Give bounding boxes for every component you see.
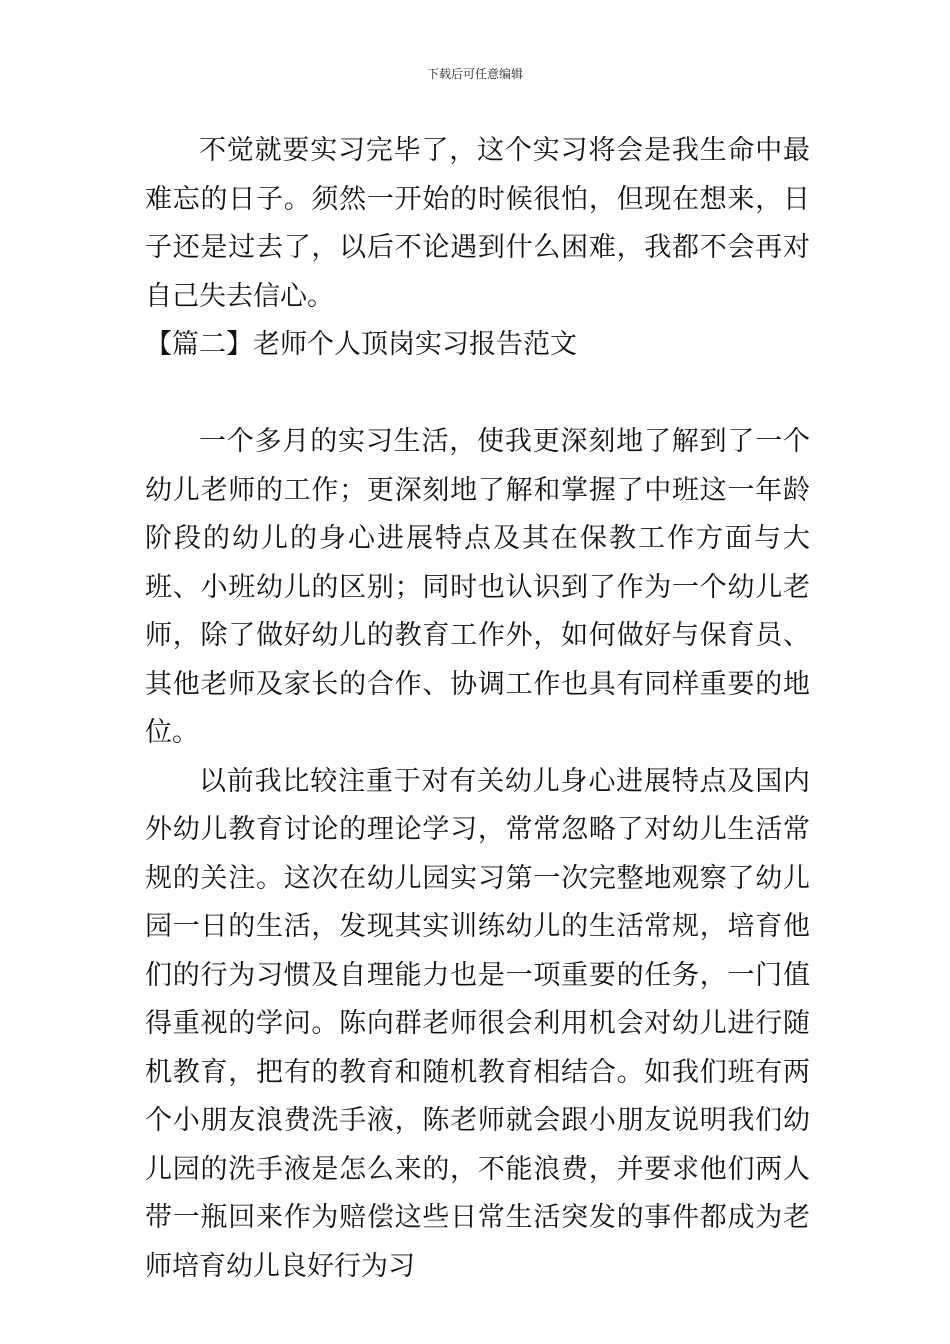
header-note: 下载后可任意编辑 [426,67,523,81]
paragraph-body: 以前我比较注重于对有关幼儿身心进展特点及国内外幼儿教育讨论的理论学习，常常忽略了对幼儿生活常规的关注。这次在幼儿园实习第一次完整地观察了幼儿园一日的生活，发现其实训练幼儿的生活常规，培育他们的行为习惯及自理能力也是一项重要的任务，一门值得重视的学问。陈向群老师很会利用机会对幼儿进行随机教育，把有的教育和随机教育相结合。如我们班有两个小朋友浪费洗手液，陈老师就会跟小朋友说明我们幼儿园的洗手液是怎么来的，不能浪费，并要求他们两人带一瓶回来作为赔偿这些日常生活突发的事件都成为老师培育幼儿良好行为习 [145,765,810,1282]
section-heading: 【篇二】老师个人顶岗实习报告范文 [145,329,577,360]
paragraph-closing: 不觉就要实习完毕了，这个实习将会是我生命中最难忘的日子。须然一开始的时候很怕，但现在想来，日子还是过去了，以后不论遇到什么困难，我都不会再对自己失去信心。 [145,135,810,312]
paragraph-intro: 一个多月的实习生活，使我更深刻地了解到了一个幼儿老师的工作；更深刻地了解和掌握了中班这一年龄阶段的幼儿的身心进展特点及其在保教工作方面与大班、小班幼儿的区别；同时也认识到了作为一个幼儿老师，除了做好幼儿的教育工作外，如何做好与保育员、其他老师及家长的合作、协调工作也具有同样重要的地位。 [145,426,810,748]
blank-line [145,370,810,419]
document-body [145,127,810,1291]
